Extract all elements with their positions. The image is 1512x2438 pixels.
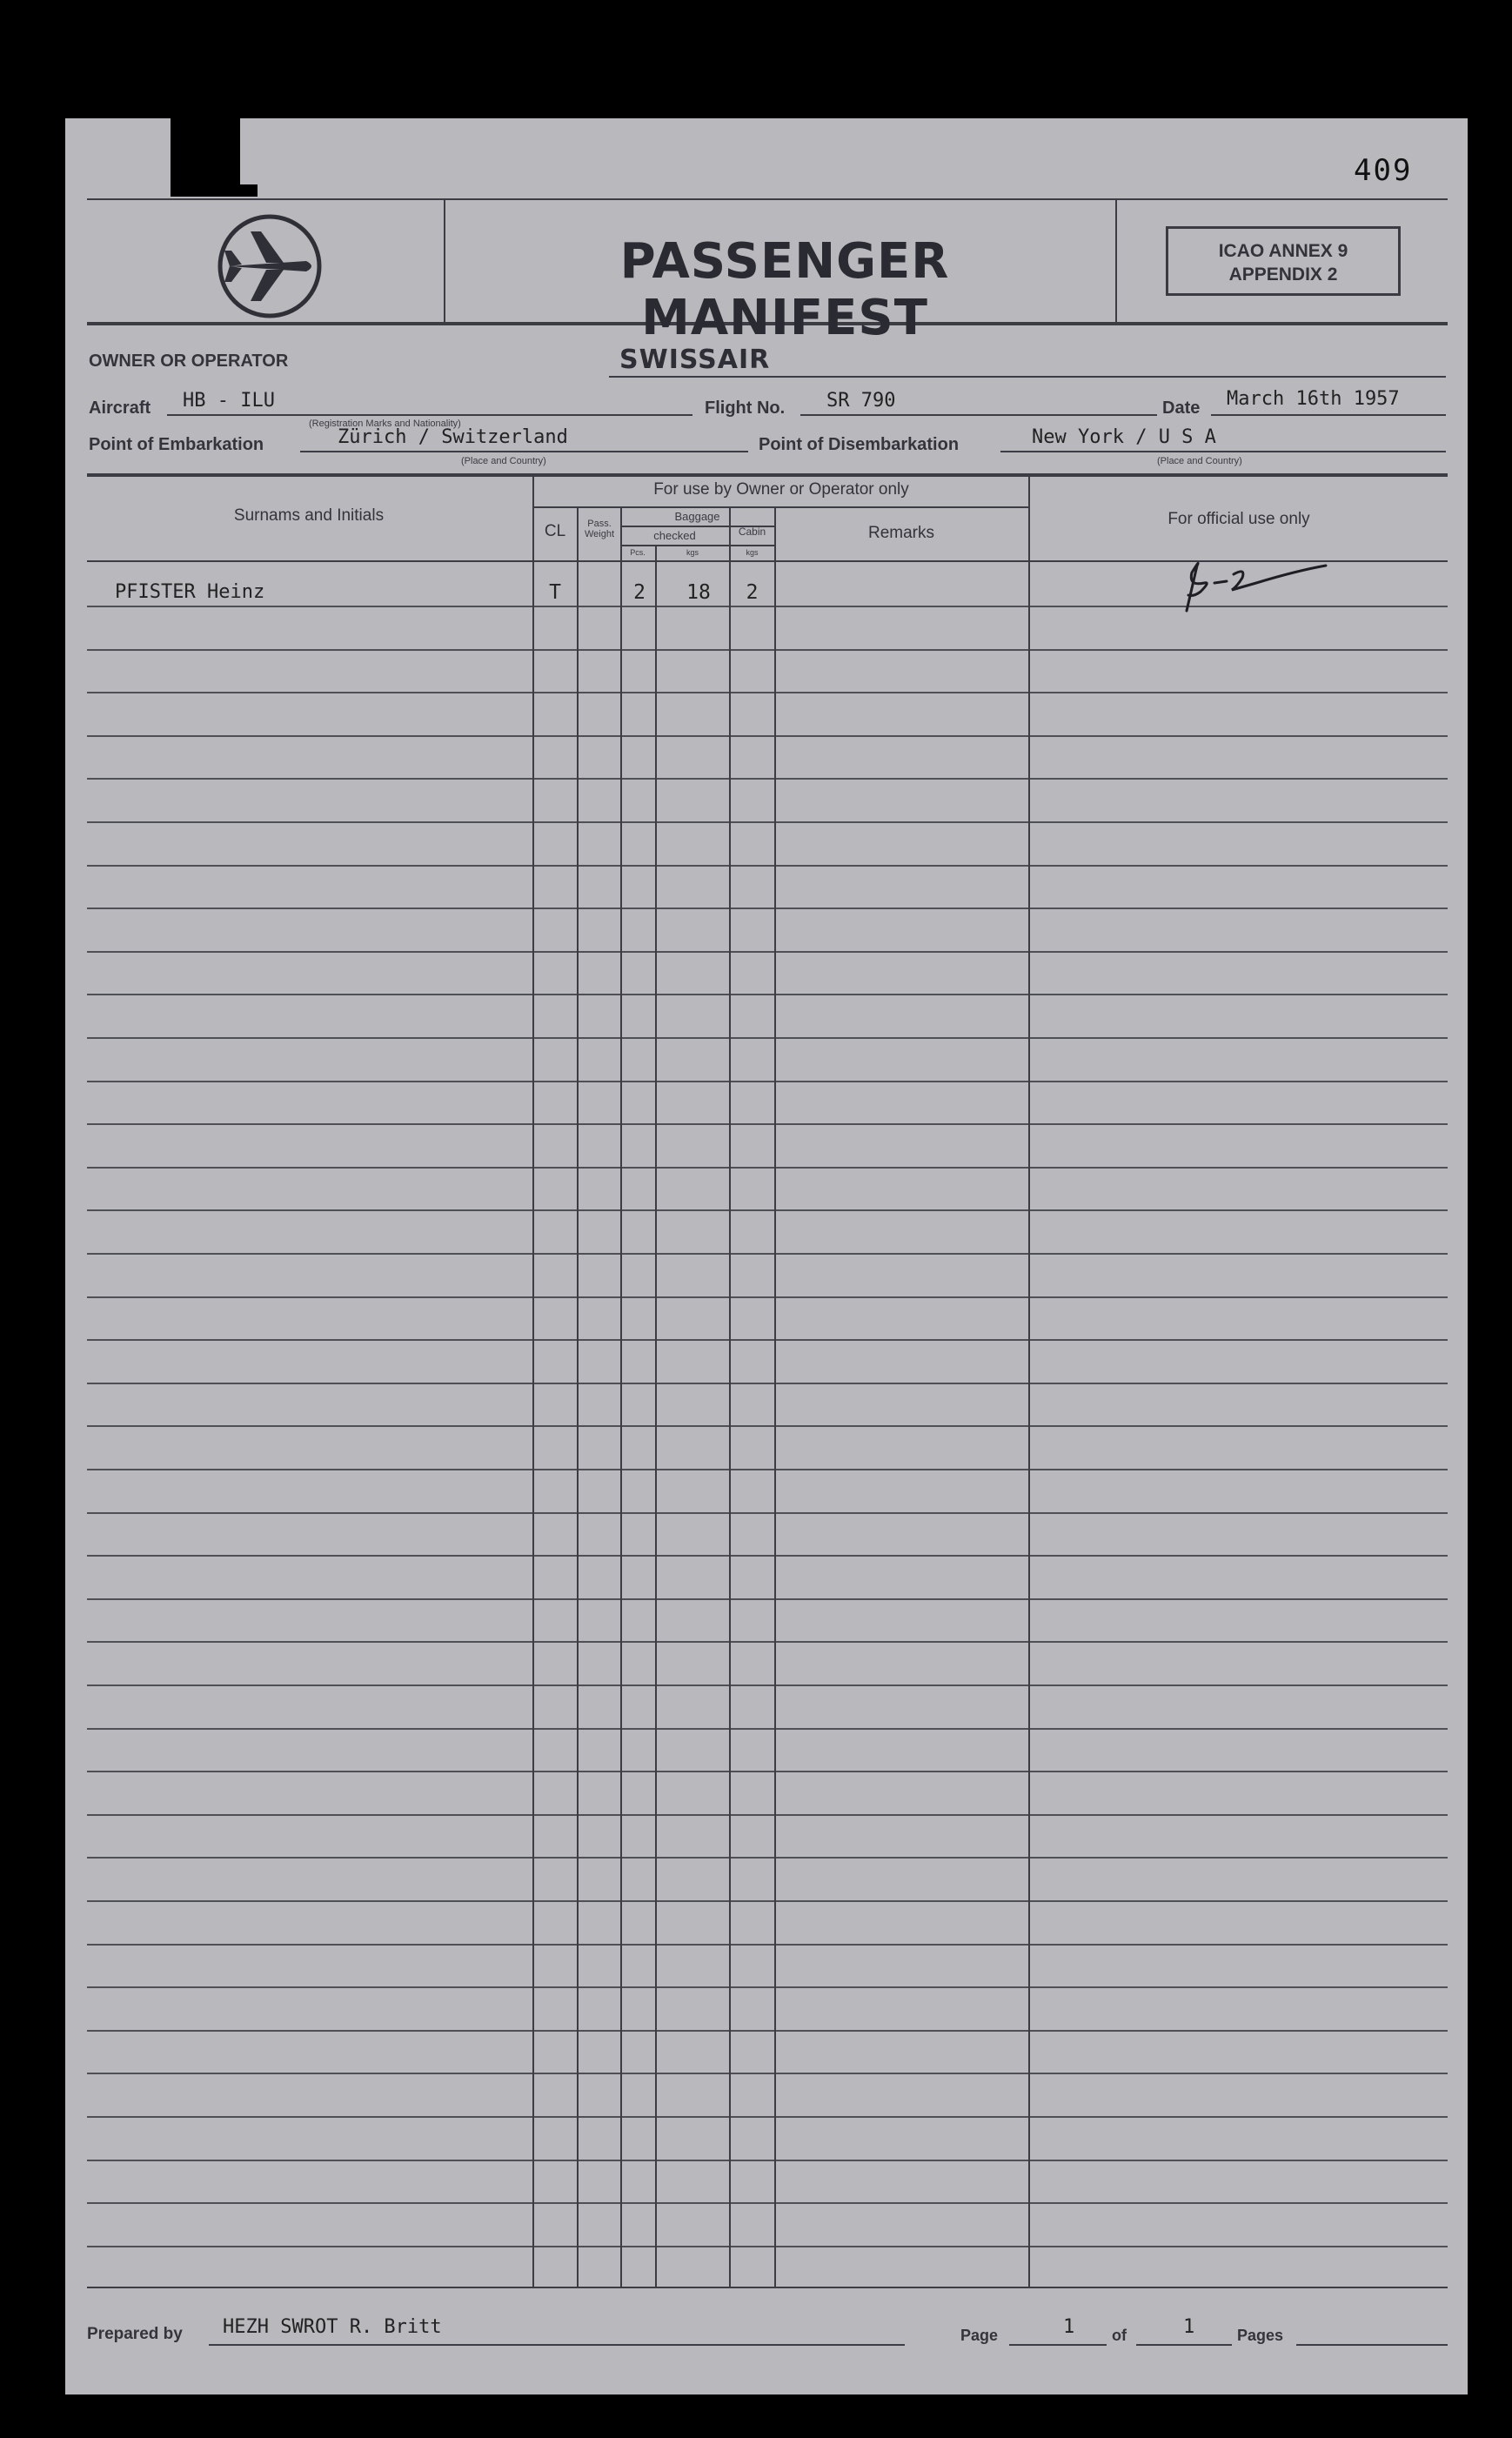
ruled-line [87, 1123, 1448, 1125]
header-divider [1115, 200, 1117, 324]
column-divider [729, 508, 731, 2288]
checked-rule [620, 545, 774, 546]
col-checked: checked [653, 529, 696, 542]
manifest-sheet [65, 118, 1468, 2394]
aircraft-hint: (Registration Marks and Nationality) [309, 419, 461, 429]
ruled-line [87, 1944, 1448, 1946]
pages-underline [1296, 2344, 1448, 2346]
embarkation-value: Zürich / Switzerland [338, 426, 568, 448]
table-bottom-rule [87, 2287, 1448, 2288]
col-official: For official use only [1167, 510, 1310, 528]
pages-label: Pages [1237, 2327, 1284, 2344]
ruled-line [87, 2073, 1448, 2074]
ruled-line [87, 1684, 1448, 1686]
owner-value: SWISSAIR [619, 345, 771, 375]
column-divider [620, 508, 622, 2288]
official-initials-signature [1166, 557, 1340, 620]
ruled-line [87, 649, 1448, 651]
ruled-line [87, 1814, 1448, 1816]
flight-underline [800, 414, 1157, 416]
ruled-line [87, 1167, 1448, 1169]
col-cabin-kgs: kgs [746, 548, 759, 557]
disembarkation-label: Point of Disembarkation [759, 435, 960, 454]
ruled-line [87, 1425, 1448, 1427]
ruled-line [87, 1037, 1448, 1039]
owner-underline [609, 376, 1446, 378]
ruled-line [87, 1728, 1448, 1730]
ruled-line [87, 1209, 1448, 1211]
col-pass-weight-1: Pass. [587, 519, 612, 529]
date-underline [1211, 414, 1446, 416]
col-baggage: Baggage [674, 510, 720, 523]
col-pass-weight-2: Weight [584, 529, 615, 539]
column-divider [774, 508, 776, 2288]
disembarkation-underline [1000, 451, 1446, 452]
ruled-line [87, 2246, 1448, 2247]
column-divider [532, 475, 534, 2288]
ruled-line [87, 865, 1448, 867]
prepared-by-label: Prepared by [87, 2325, 183, 2343]
ruled-line [87, 1512, 1448, 1514]
ruled-line [87, 2202, 1448, 2204]
disembarkation-hint: (Place and Country) [1157, 456, 1242, 466]
prepared-by-value: HEZH SWROT R. Britt [223, 2316, 442, 2338]
ruled-line [87, 1081, 1448, 1082]
ruled-line [87, 908, 1448, 909]
passenger-baggage-pcs: 2 [633, 581, 646, 604]
ruled-line [87, 1771, 1448, 1772]
page-underline [1009, 2344, 1107, 2346]
total-pages-value: 1 [1183, 2316, 1195, 2338]
icao-stamp-line2: APPENDIX 2 [1228, 265, 1338, 285]
date-label: Date [1162, 399, 1201, 418]
airplane-in-circle-icon [216, 212, 324, 320]
ruled-line [87, 1598, 1448, 1600]
disembarkation-value: New York / U S A [1032, 426, 1216, 448]
page-title: PASSENGER MANIFEST [619, 233, 950, 346]
ruled-line [87, 778, 1448, 780]
ruled-line [87, 2030, 1448, 2032]
aircraft-label: Aircraft [89, 399, 151, 418]
owner-label: OWNER OR OPERATOR [89, 352, 289, 371]
col-kgs: kgs [686, 548, 699, 557]
col-cabin: Cabin [738, 526, 766, 538]
passenger-name: PFISTER Heinz [115, 581, 265, 603]
ruled-line [87, 2116, 1448, 2118]
aircraft-value: HB - ILU [183, 390, 275, 412]
owner-use-rule [532, 506, 1030, 508]
ruled-line [87, 1900, 1448, 1902]
date-value: March 16th 1957 [1227, 388, 1400, 410]
col-cl: CL [544, 522, 566, 540]
header-divider [444, 200, 445, 324]
ruled-line [87, 735, 1448, 737]
flight-label: Flight No. [705, 399, 786, 418]
prepared-by-underline [209, 2344, 905, 2346]
col-owner-use: For use by Owner or Operator only [653, 480, 909, 499]
scan-corner-mark [171, 184, 258, 197]
page-number: 409 [1354, 153, 1413, 188]
ruled-line [87, 692, 1448, 693]
total-pages-underline [1136, 2344, 1232, 2346]
col-surnames: Surnams and Initials [233, 506, 385, 525]
column-divider [1028, 475, 1030, 2288]
ruled-line [87, 1469, 1448, 1470]
ruled-line [87, 1986, 1448, 1988]
embarkation-underline [300, 451, 748, 452]
col-pcs: Pcs. [630, 548, 646, 557]
ruled-line [87, 1383, 1448, 1384]
aircraft-underline [167, 414, 692, 416]
embarkation-label: Point of Embarkation [89, 435, 264, 454]
icao-stamp-line1: ICAO ANNEX 9 [1218, 241, 1348, 261]
ruled-line [87, 951, 1448, 953]
column-divider [655, 546, 657, 2288]
ruled-line [87, 821, 1448, 823]
header-top-rule [87, 198, 1448, 200]
embarkation-hint: (Place and Country) [461, 456, 546, 466]
icao-stamp [1166, 226, 1401, 296]
page-label: Page [960, 2327, 999, 2344]
of-label: of [1112, 2327, 1127, 2344]
passenger-cabin-kgs: 2 [746, 581, 759, 604]
scan-corner-mark [171, 118, 240, 191]
ruled-line [87, 1253, 1448, 1255]
passenger-baggage-kgs: 18 [686, 581, 711, 604]
ruled-line [87, 1641, 1448, 1643]
flight-value: SR 790 [826, 390, 896, 412]
column-divider [577, 508, 579, 2288]
ruled-line [87, 1555, 1448, 1557]
passenger-class: T [549, 581, 561, 604]
ruled-line [87, 1857, 1448, 1859]
ruled-line [87, 2160, 1448, 2161]
ruled-line [87, 994, 1448, 995]
table-top-rule [87, 473, 1448, 477]
page-value: 1 [1063, 2316, 1075, 2338]
ruled-line [87, 1339, 1448, 1341]
ruled-line [87, 1296, 1448, 1298]
col-remarks: Remarks [867, 524, 934, 542]
